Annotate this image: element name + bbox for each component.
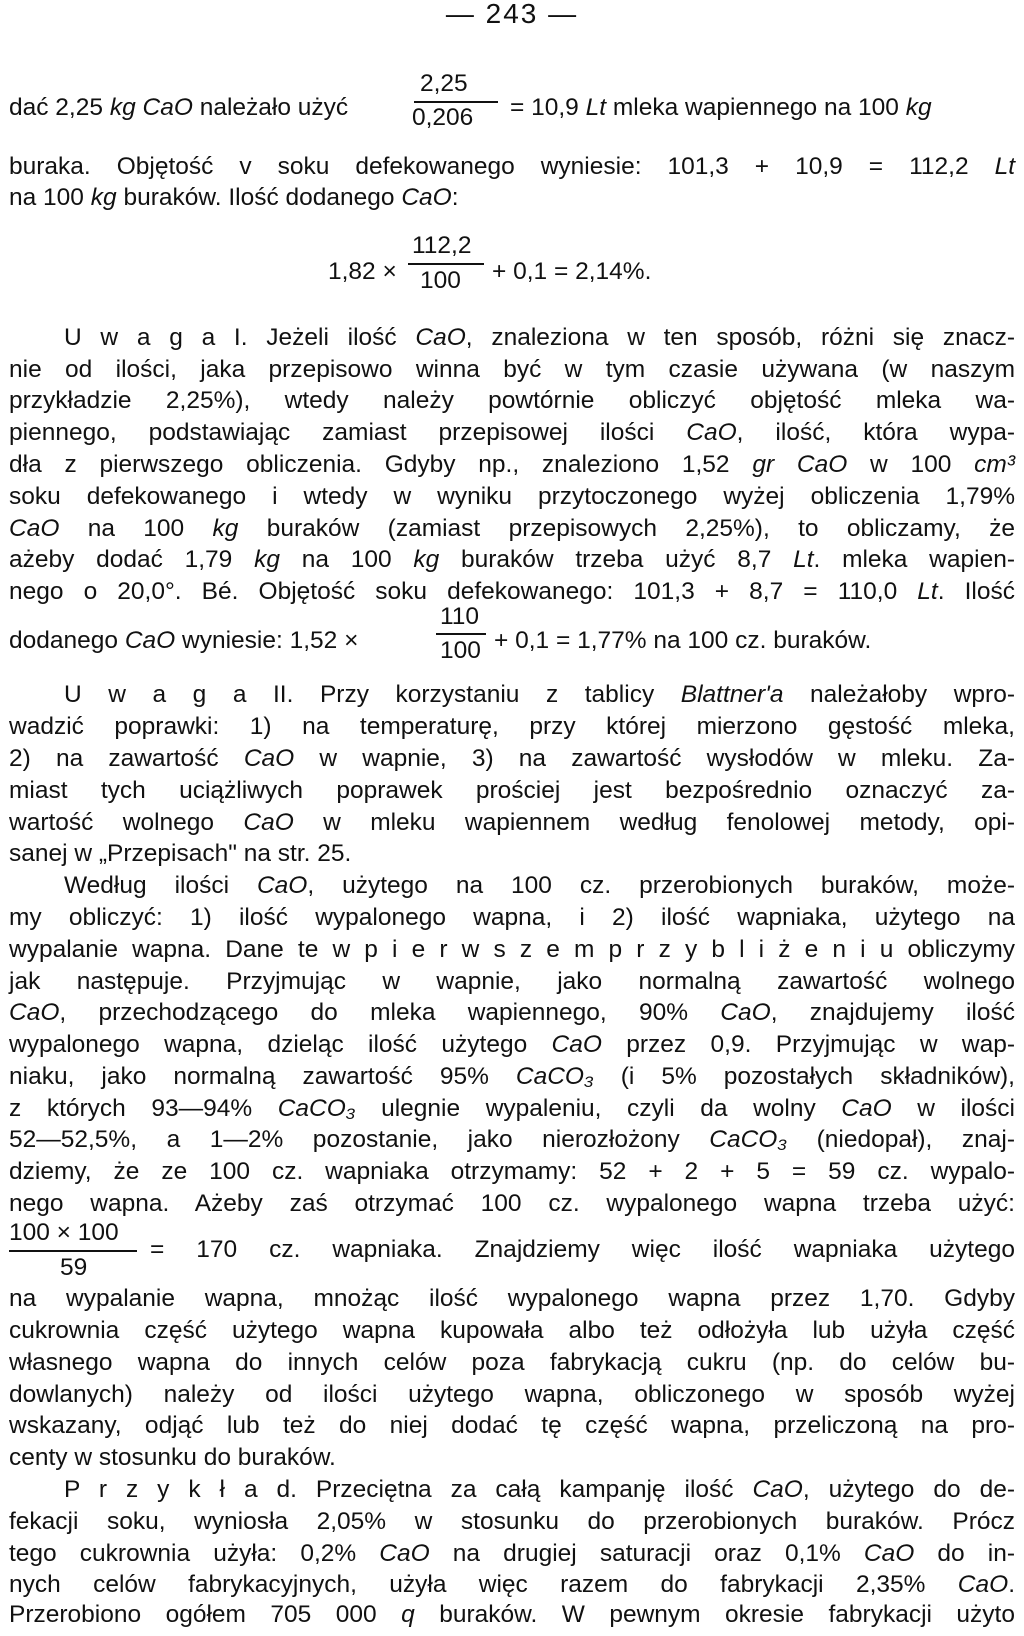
text-line: niaku, jako normalną zawartość 95% CaCO₃ (i 5% pozostałych składników), (9, 1063, 1015, 1090)
text-line: sanej w „Przepisach" na str. 25. (9, 840, 352, 867)
text-line: wadzić poprawki: 1) na temperaturę, przy której mierzono gęstość mleka, (9, 713, 1015, 740)
text-line: ażeby dodać 1,79 kg na 100 kg buraków trzeba użyć 8,7 Lt. mleka wapien- (9, 546, 1015, 573)
text-line: nie od ilości, jaka przepisowo winna być w tym czasie używana (w naszym (9, 356, 1015, 383)
text-line: Przerobiono ogółem 705 000 q buraków. W pewnym okresie fabrykacji użyto (9, 1601, 1015, 1628)
text-line: miast tych uciążliwych poprawek prościej jest bezpośrednio oznaczyć za- (9, 777, 1015, 804)
text-line: my obliczyć: 1) ilość wypalonego wapna, i 2) ilość wapniaka, użytego na (9, 904, 1015, 931)
text-line: wskazany, odjąć lub też do niej dodać tę część wapna, przeliczoną na pro- (9, 1412, 1015, 1439)
eq2-fraction-bar (408, 263, 484, 265)
text-line: 52—52,5%, a 1—2% pozostanie, jako nierozłożony CaCO₃ (niedopał), znaj- (9, 1126, 1015, 1153)
text-line: jak następuje. Przyjmując w wapnie, jako normalną zawartość wolnego (9, 968, 1015, 995)
text-line: CaO, przechodzącego do mleka wapiennego, 90% CaO, znajdujemy ilość (9, 999, 1016, 1026)
text-line: przykładzie 2,25%), wtedy należy powtórnie obliczyć objętość mleka wa- (9, 387, 1015, 414)
text-line: tego cukrownia użyła: 0,2% CaO na drugiej saturacji oraz 0,1% CaO do in- (9, 1540, 1016, 1567)
eq4-numerator: 100 × 100 (9, 1219, 119, 1246)
eq4-fraction-bar (9, 1250, 137, 1252)
eq1-lead: dać 2,25 kg CaO należało użyć (9, 94, 349, 121)
eq3-lead: dodanego CaO wyniesie: 1,52 × (9, 627, 359, 654)
text-line: piennego, podstawiając zamiast przepisowej ilości CaO, ilość, która wypa- (9, 419, 1015, 446)
text-line: dziemy, że ze 100 cz. wapniaka otrzymamy: 52 + 2 + 5 = 59 cz. wypalo- (9, 1158, 1015, 1185)
text-line: dowlanych) należy od ilości użytego wapna, obliczonego w sposób wyżej (9, 1381, 1015, 1408)
eq1-denominator: 0,206 (412, 104, 474, 131)
eq1-numerator: 2,25 (420, 70, 468, 97)
eq3-fraction-bar (436, 633, 486, 635)
text-line: na 100 kg buraków. Ilość dodanego CaO: (9, 184, 459, 211)
eq2-lead: 1,82 × (328, 258, 397, 285)
text-line: fekacji soku, wyniosła 2,05% w stosunku do przerobionych buraków. Prócz (9, 1508, 1015, 1535)
text-line: U w a g a I. Jeżeli ilość CaO, znaleziona w ten sposób, różni się znacz- (64, 324, 1015, 351)
text-line: nego o 20,0°. Bé. Objętość soku defekowanego: 101,3 + 8,7 = 110,0 Lt. Ilość (9, 578, 1015, 605)
text-line: buraka. Objętość v soku defekowanego wyniesie: 101,3 + 10,9 = 112,2 Lt (9, 153, 1015, 180)
eq3-denominator: 100 (440, 637, 481, 664)
text-line: nego wapna. Ażeby zaś otrzymać 100 cz. wypalonego wapna trzeba użyć: (9, 1190, 1015, 1217)
eq2-numerator: 112,2 (412, 232, 472, 259)
eq3-numerator: 110 (440, 603, 480, 630)
eq2-denominator: 100 (420, 267, 461, 294)
text-line: nych celów fabrykacyjnych, użyła więc razem do fabrykacji 2,35% CaO. (9, 1571, 1015, 1598)
page-number: — 243 — (445, 0, 579, 29)
eq1-fraction-bar (414, 101, 498, 103)
text-line: P r z y k ł a d. Przeciętna za całą kampanję ilość CaO, użytego do de- (64, 1476, 1015, 1503)
text-line: 2) na zawartość CaO w wapnie, 3) na zawartość wysłodów w mleku. Za- (9, 745, 1015, 772)
eq4-denominator: 59 (60, 1254, 88, 1281)
eq4-tail: = 170 cz. wapniaka. Znajdziemy więc ilość wapniaka użytego (150, 1236, 1015, 1263)
text-line: z których 93—94% CaCO₃ ulegnie wypaleniu, czyli da wolny CaO w ilości (9, 1095, 1015, 1122)
text-line: soku defekowanego i wtedy w wyniku przytoczonego wyżej obliczenia 1,79% (9, 483, 1015, 510)
eq2-tail: + 0,1 = 2,14%. (492, 258, 652, 285)
text-line: wypalonego wapna, dzieląc ilość użytego CaO przez 0,9. Przyjmując w wap- (9, 1031, 1015, 1058)
text-line: wypalanie wapna. Dane te w p i e r w s z e m p r z y b l i ż e n i u obliczymy (9, 936, 1015, 963)
text-line: na wypalanie wapna, mnożąc ilość wypalonego wapna przez 1,70. Gdyby (9, 1285, 1015, 1312)
eq1-tail: = 10,9 Lt mleka wapiennego na 100 kg (510, 94, 932, 121)
text-line: własnego wapna do innych celów poza fabrykacją cukru (np. do celów bu- (9, 1349, 1015, 1376)
text-line: dła z pierwszego obliczenia. Gdyby np., znaleziono 1,52 gr CaO w 100 cm³ (9, 451, 1015, 478)
text-line: CaO na 100 kg buraków (zamiast przepisowych 2,25%), to obliczamy, że (9, 515, 1015, 542)
text-line: U w a g a II. Przy korzystaniu z tablicy Blattner'a należałoby wpro- (64, 681, 1015, 708)
text-line: Według ilości CaO, użytego na 100 cz. przerobionych buraków, może- (64, 872, 1015, 899)
eq3-tail: + 0,1 = 1,77% na 100 cz. buraków. (494, 627, 872, 654)
text-line: wartość wolnego CaO w mleku wapiennem według fenolowej metody, opi- (9, 809, 1015, 836)
text-line: cukrownia część użytego wapna kupowała albo też odłożyła lub użyła część (9, 1317, 1015, 1344)
text-line: centy w stosunku do buraków. (9, 1444, 336, 1471)
